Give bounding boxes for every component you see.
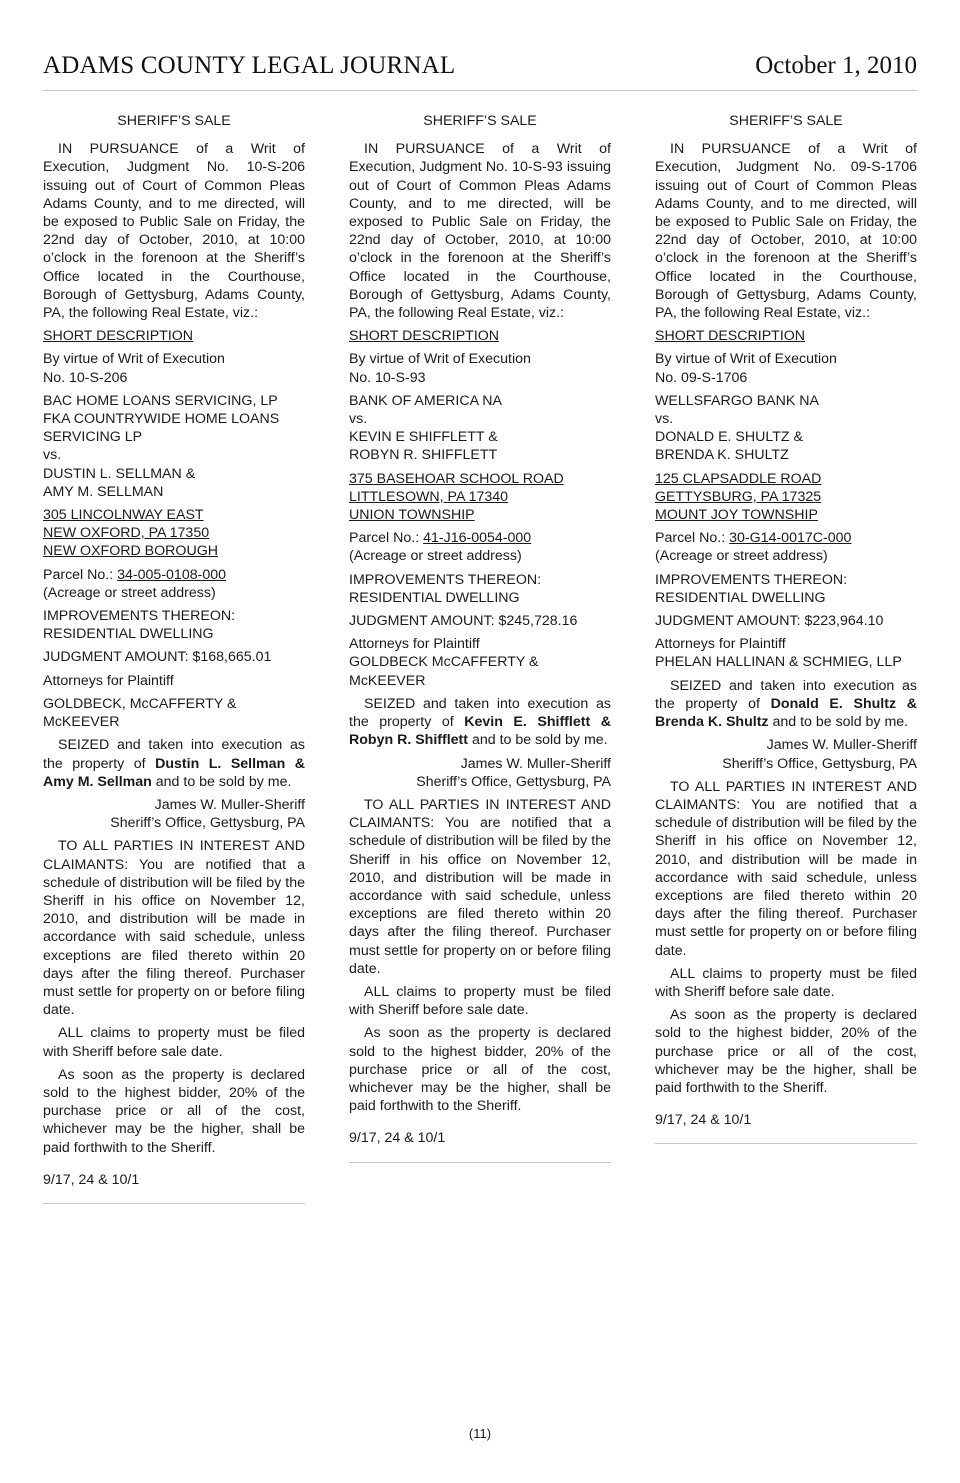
writ-block xyxy=(349,350,611,386)
seized-statement xyxy=(349,695,611,750)
short-description-label: SHORT DESCRIPTION xyxy=(349,328,500,345)
seized-statement xyxy=(655,677,917,732)
acreage-note: (Acreage or street address) xyxy=(43,584,216,601)
acreage-note: (Acreage or street address) xyxy=(655,548,828,565)
versus-label: vs. xyxy=(43,447,62,464)
improvements-label: IMPROVEMENTS THEREON: xyxy=(349,571,542,588)
sheriff-office: Sheriff’s Office, Gettysburg, PA xyxy=(416,773,611,790)
notice-column-1 xyxy=(43,112,305,1204)
seized-text: SEIZED and taken into execution as the property of xyxy=(349,695,611,731)
defendant-line: ROBYN R. SHIFFLETT xyxy=(349,447,498,464)
improvements-block xyxy=(349,571,611,607)
property-address xyxy=(43,506,305,561)
attorneys-block xyxy=(43,695,305,731)
seized-tail: and to be sold by me. xyxy=(471,732,608,749)
improvements-value: RESIDENTIAL DWELLING xyxy=(655,589,826,606)
property-address xyxy=(349,470,611,525)
parcel-block xyxy=(43,566,305,602)
improvements-label: IMPROVEMENTS THEREON: xyxy=(655,571,848,588)
claims-notice: ALL claims to property must be filed with Sheriff before sale date. xyxy=(43,1025,305,1060)
publication-title: ADAMS COUNTY LEGAL JOURNAL xyxy=(43,52,456,79)
parcel-block xyxy=(655,529,917,565)
plaintiff-line: BANK OF AMERICA NA xyxy=(349,392,502,409)
seized-statement xyxy=(43,736,305,791)
notice-column-3 xyxy=(655,112,917,1144)
notice-intro: IN PURSUANCE of a Writ of Execution, Judgment No. 10-S-93 issuing out of Court of Common Pleas Adams County, and to me directed, will be exposed to Public Sale on Friday, the 22nd day of October, 2010, at 10:00 o’clock in the forenoon at the Sheriff’s Office located in the Courthouse, Borough of Gettysburg, Adams County, PA, the following Real Estate, viz.: xyxy=(349,141,611,322)
attorney-line: McKEEVER xyxy=(43,714,120,731)
writ-block xyxy=(43,350,305,386)
sheriff-office: Sheriff’s Office, Gettysburg, PA xyxy=(722,755,917,772)
column-end-rule xyxy=(349,1162,611,1163)
parties-block xyxy=(655,392,917,465)
attorney-line: GOLDBECK McCAFFERTY & xyxy=(349,654,539,671)
writ-number: No. 10-S-206 xyxy=(43,369,128,386)
attorney-line: PHELAN HALLINAN & SCHMIEG, LLP xyxy=(655,654,902,671)
sheriff-name: James W. Muller-Sheriff xyxy=(766,737,917,754)
parties-notice: TO ALL PARTIES IN INTEREST AND CLAIMANTS: You are notified that a schedule of distribution will be filed by the Sheriff in his office on November 12, 2010, and distribution will be made in accordance with said schedule, unless exceptions are filed thereto within 20 days after the filing thereof. Purchaser must settle for property on or before filing date. xyxy=(43,838,305,1019)
parcel-block xyxy=(349,529,611,565)
address-line: NEW OXFORD BOROUGH xyxy=(43,543,218,560)
notice-title: SHERIFF’S SALE xyxy=(423,113,537,129)
defendant-names: Kevin E. Shifflett & Robyn R. Shifflett xyxy=(349,714,611,749)
column-end-rule xyxy=(43,1203,305,1204)
plaintiff-line: WELLSFARGO BANK NA xyxy=(655,392,819,409)
plaintiff-line: SERVICING LP xyxy=(43,429,143,446)
short-description-label: SHORT DESCRIPTION xyxy=(43,328,194,345)
parcel-label: Parcel No.: xyxy=(349,530,420,547)
address-line: 125 CLAPSADDLE ROAD xyxy=(655,470,822,487)
improvements-block xyxy=(655,571,917,607)
issue-date: October 1, 2010 xyxy=(755,52,917,79)
writ-number: No. 10-S-93 xyxy=(349,369,426,386)
bid-notice: As soon as the property is declared sold to the highest bidder, 20% of the purchase price or all of the cost, whichever may be the higher, shall be paid forthwith to the Sheriff. xyxy=(655,1007,917,1096)
bid-notice: As soon as the property is declared sold to the highest bidder, 20% of the purchase price or all of the cost, whichever may be the higher, shall be paid forthwith to the Sheriff. xyxy=(349,1025,611,1115)
parties-notice: TO ALL PARTIES IN INTEREST AND CLAIMANTS: You are notified that a schedule of distribution will be filed by the Sheriff in his office on November 12, 2010, and distribution will be made in accordance with said schedule, unless exceptions are filed thereto within 20 days after the filing thereof. Purchaser must settle for property on or before filing date. xyxy=(655,778,917,959)
notice-intro: IN PURSUANCE of a Writ of Execution, Judgment No. 09-S-1706 issuing out of Court of Common Pleas Adams County, and to me directed, will be exposed to Public Sale on Friday, the 22nd day of October, 2010, at 10:00 o’clock in the forenoon at the Sheriff’s Office located in the Courthouse, Borough of Gettysburg, Adams County, PA, the following Real Estate, viz.: xyxy=(655,141,917,322)
judgment-amount: JUDGMENT AMOUNT: $168,665.01 xyxy=(43,649,272,666)
sheriff-name: James W. Muller-Sheriff xyxy=(154,796,305,813)
defendant-line: BRENDA K. SHULTZ xyxy=(655,447,789,464)
address-line: LITTLESOWN, PA 17340 xyxy=(349,488,509,505)
notice-intro: IN PURSUANCE of a Writ of Execution, Judgment No. 10-S-206 issuing out of Court of Common Pleas Adams County, and to me directed, will be exposed to Public Sale on Friday, the 22nd day of October, 2010, at 10:00 o’clock in the forenoon at the Sheriff’s Office located in the Courthouse, Borough of Gettysburg, Adams County, PA, the following Real Estate, viz.: xyxy=(43,141,305,322)
improvements-value: RESIDENTIAL DWELLING xyxy=(43,626,214,643)
property-address xyxy=(655,470,917,525)
address-line: UNION TOWNSHIP xyxy=(349,507,475,524)
run-dates: 9/17, 24 & 10/1 xyxy=(349,1130,446,1147)
defendant-line: DONALD E. SHULTZ & xyxy=(655,429,803,446)
defendant-line: AMY M. SELLMAN xyxy=(43,483,164,500)
parcel-label: Parcel No.: xyxy=(43,566,114,583)
parcel-number: 30-G14-0017C-000 xyxy=(729,530,852,547)
writ-number: No. 09-S-1706 xyxy=(655,369,748,386)
improvements-value: RESIDENTIAL DWELLING xyxy=(349,589,520,606)
judgment-amount: JUDGMENT AMOUNT: $245,728.16 xyxy=(349,613,578,630)
parcel-label: Parcel No.: xyxy=(655,530,726,547)
page-number: (11) xyxy=(468,1426,492,1441)
bid-notice: As soon as the property is declared sold to the highest bidder, 20% of the purchase price or all of the cost, whichever may be the higher, shall be paid forthwith to the Sheriff. xyxy=(43,1066,305,1156)
attorney-line: McKEEVER xyxy=(349,672,426,689)
plaintiff-line: BAC HOME LOANS SERVICING, LP xyxy=(43,392,278,409)
seized-tail: and to be sold by me. xyxy=(772,714,909,731)
plaintiff-line: FKA COUNTRYWIDE HOME LOANS xyxy=(43,411,280,428)
attorneys-block xyxy=(655,635,917,671)
attorneys-block xyxy=(349,635,611,690)
page-header xyxy=(43,50,917,91)
run-dates: 9/17, 24 & 10/1 xyxy=(43,1171,140,1188)
sheriff-office: Sheriff’s Office, Gettysburg, PA xyxy=(110,815,305,832)
notice-title: SHERIFF’S SALE xyxy=(117,113,231,129)
attorneys-label: Attorneys for Plaintiff xyxy=(43,672,174,689)
attorney-line: GOLDBECK, McCAFFERTY & xyxy=(43,695,237,712)
parcel-number: 41-J16-0054-000 xyxy=(423,530,532,547)
writ-block xyxy=(655,350,917,386)
versus-label: vs. xyxy=(349,411,368,428)
address-line: NEW OXFORD, PA 17350 xyxy=(43,525,210,542)
notice-title: SHERIFF’S SALE xyxy=(729,113,843,129)
improvements-label: IMPROVEMENTS THEREON: xyxy=(43,608,236,625)
attorneys-label: Attorneys for Plaintiff xyxy=(655,636,786,653)
writ-line: By virtue of Writ of Execution xyxy=(655,351,837,368)
claims-notice: ALL claims to property must be filed with Sheriff before sale date. xyxy=(349,983,611,1019)
address-line: 375 BASEHOAR SCHOOL ROAD xyxy=(349,470,564,487)
seized-text: SEIZED and taken into execution as the property of xyxy=(43,737,305,772)
parties-notice: TO ALL PARTIES IN INTEREST AND CLAIMANTS: You are notified that a schedule of distribution will be filed by the Sheriff in his office on November 12, 2010, and distribution will be made in accordance with said schedule, unless exceptions are filed thereto within 20 days after the filing thereof. Purchaser must settle for property on or before filing date. xyxy=(349,796,611,977)
parties-block xyxy=(43,392,305,501)
run-dates: 9/17, 24 & 10/1 xyxy=(655,1112,752,1129)
improvements-block xyxy=(43,607,305,643)
parcel-number: 34-005-0108-000 xyxy=(117,566,226,583)
defendant-line: KEVIN E SHIFFLETT & xyxy=(349,429,498,446)
attorneys-label: Attorneys for Plaintiff xyxy=(349,636,480,653)
sheriff-name: James W. Muller-Sheriff xyxy=(460,755,611,772)
judgment-amount: JUDGMENT AMOUNT: $223,964.10 xyxy=(655,613,884,630)
address-line: 305 LINCOLNWAY EAST xyxy=(43,507,204,524)
writ-line: By virtue of Writ of Execution xyxy=(349,351,531,368)
defendant-names: Donald E. Shultz & Brenda K. Shultz xyxy=(655,695,917,731)
writ-line: By virtue of Writ of Execution xyxy=(43,351,225,368)
seized-text: SEIZED and taken into execution as the property of xyxy=(655,677,917,712)
defendant-line: DUSTIN L. SELLMAN & xyxy=(43,465,196,482)
defendant-names: Dustin L. Sellman & Amy M. Sellman xyxy=(43,755,305,790)
address-line: MOUNT JOY TOWNSHIP xyxy=(655,507,818,524)
acreage-note: (Acreage or street address) xyxy=(349,548,522,565)
seized-tail: and to be sold by me. xyxy=(155,773,292,790)
parties-block xyxy=(349,392,611,465)
column-end-rule xyxy=(655,1143,917,1144)
claims-notice: ALL claims to property must be filed with Sheriff before sale date. xyxy=(655,965,917,1000)
short-description-label: SHORT DESCRIPTION xyxy=(655,328,806,345)
address-line: GETTYSBURG, PA 17325 xyxy=(655,488,822,505)
notice-column-2 xyxy=(349,112,611,1163)
versus-label: vs. xyxy=(655,411,674,428)
